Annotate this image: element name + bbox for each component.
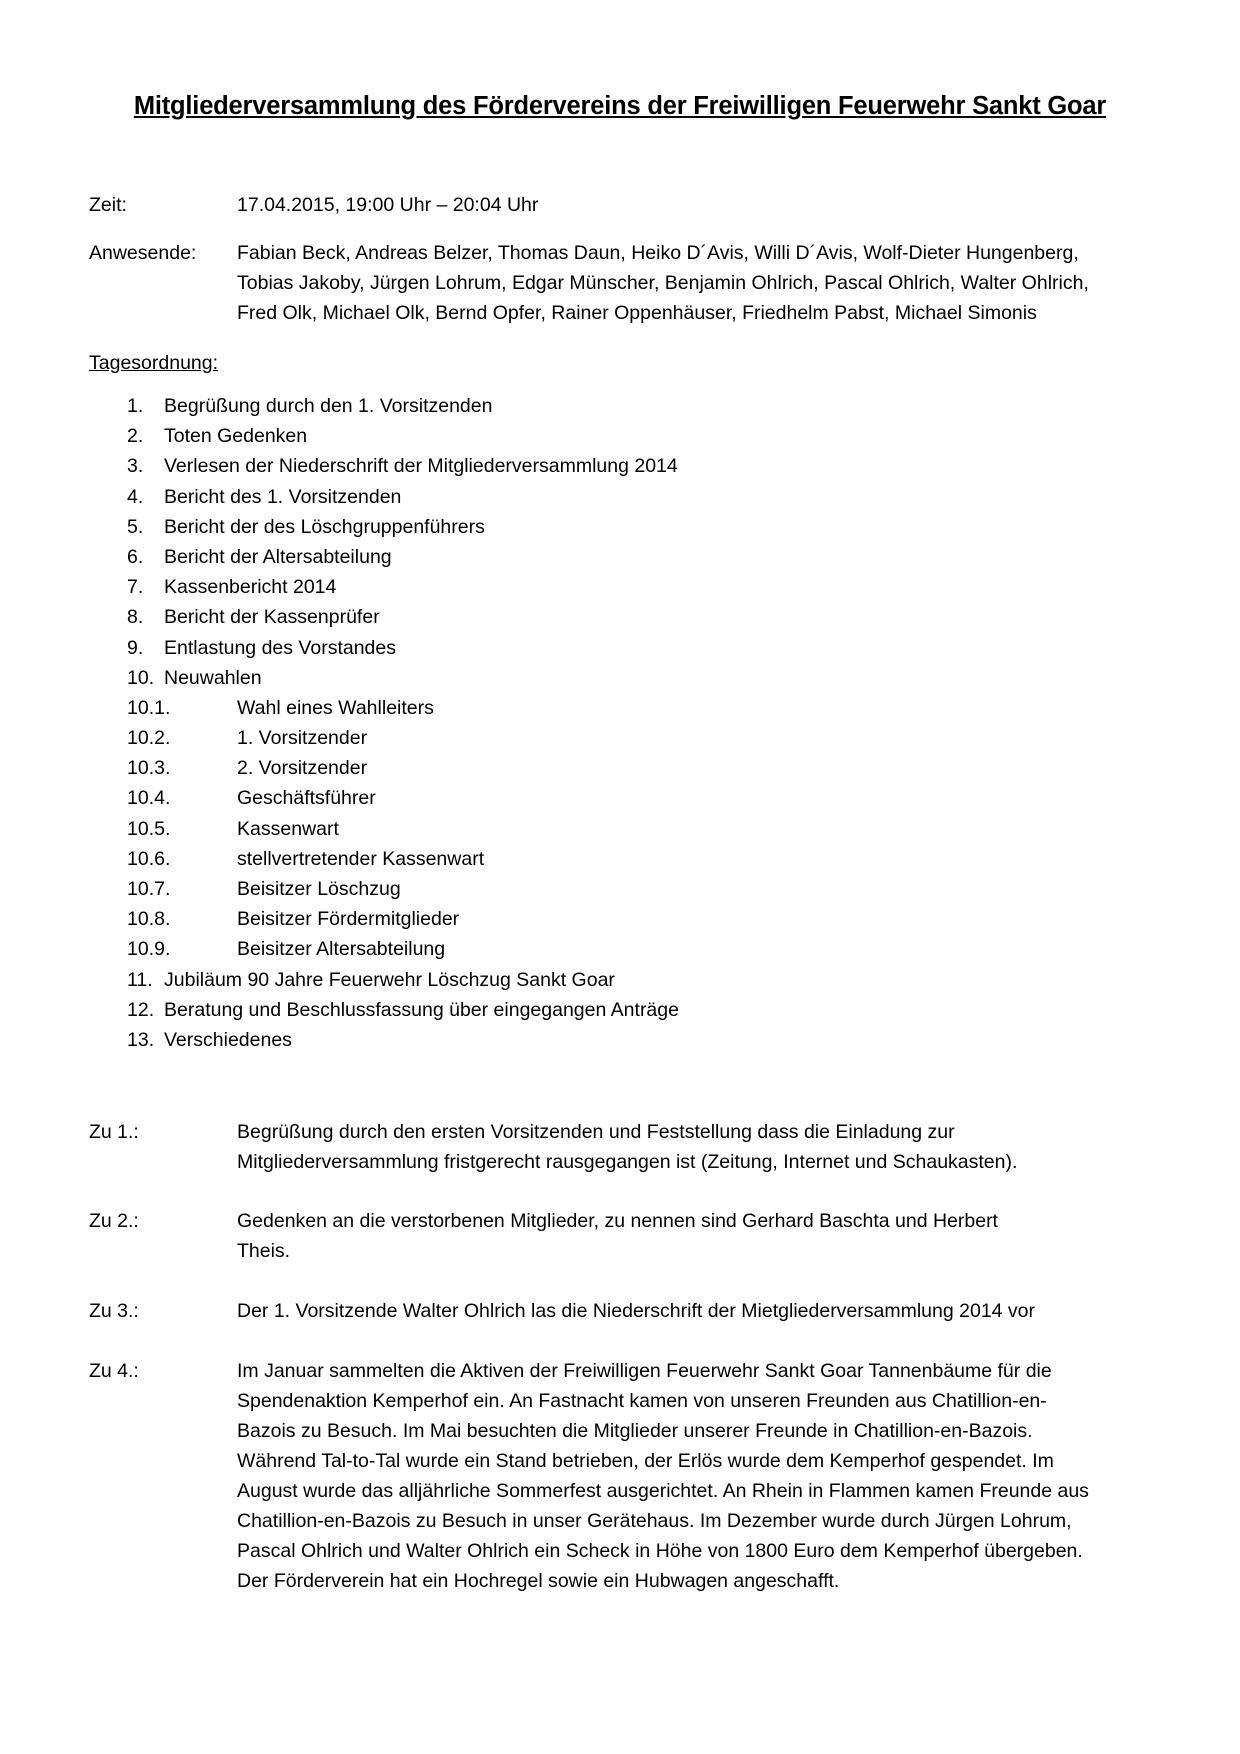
agenda-item-number: 5.	[127, 515, 144, 538]
agenda-item	[0, 995, 1240, 1025]
agenda-item	[0, 451, 1240, 481]
agenda-list	[0, 391, 1240, 1055]
agenda-item-text: 2. Vorsitzender	[237, 757, 368, 780]
agenda-item-number: 10.8.	[127, 908, 171, 931]
agenda-item-number: 2.	[127, 425, 144, 448]
minutes-label: Zu 3.:	[89, 1300, 139, 1322]
minutes-line: Der Förderverein hat ein Hochregel sowie ein Hubwagen angeschafft.	[237, 1570, 840, 1592]
agenda-item	[0, 1025, 1240, 1055]
agenda-item-text: Bericht der Altersabteilung	[164, 545, 392, 568]
agenda-subitem	[0, 693, 1240, 723]
minutes-line: Spendenaktion Kemperhof ein. An Fastnacht kamen von unseren Freunden aus Chatillion-en-	[237, 1390, 1047, 1412]
agenda-item-text: Verlesen der Niederschrift der Mitgliederversammlung 2014	[164, 455, 678, 478]
agenda-item	[0, 542, 1240, 572]
zeit-label: Zeit:	[89, 194, 127, 216]
minutes-text	[237, 1296, 1157, 1326]
agenda-subitem	[0, 753, 1240, 783]
agenda-item	[0, 391, 1240, 421]
agenda-item-number: 13.	[127, 1028, 155, 1051]
agenda-subitem	[0, 904, 1240, 934]
agenda-item-number: 4.	[127, 485, 144, 508]
anwesende-label: Anwesende:	[89, 242, 197, 264]
agenda-subitem	[0, 723, 1240, 753]
agenda-item-number: 10.9.	[127, 938, 171, 961]
document-title: Mitgliederversammlung des Fördervereins der Freiwilligen Feuerwehr Sankt Goar	[133, 92, 1107, 120]
agenda-item-text: stellvertretender Kassenwart	[237, 847, 485, 870]
agenda-item	[0, 512, 1240, 542]
agenda-item-number: 10.2.	[127, 727, 171, 750]
agenda-item-number: 3.	[127, 455, 144, 478]
anwesende-line: Fred Olk, Michael Olk, Bernd Opfer, Rainer Oppenhäuser, Friedhelm Pabst, Michael Simonis	[237, 302, 1037, 324]
agenda-heading: Tagesordnung:	[89, 352, 219, 374]
agenda-item-number: 9.	[127, 636, 144, 659]
anwesende-list	[237, 238, 1157, 328]
agenda-item	[0, 965, 1240, 995]
minutes-text	[237, 1117, 1157, 1177]
agenda-item-text: Bericht des 1. Vorsitzenden	[164, 485, 402, 508]
agenda-item-number: 11.	[127, 968, 153, 991]
agenda-item-text: Kassenwart	[237, 817, 339, 840]
agenda-item-text: Geschäftsführer	[237, 787, 376, 810]
agenda-item-number: 6.	[127, 545, 144, 568]
minutes-label: Zu 4.:	[89, 1360, 139, 1382]
agenda-item-number: 10.6.	[127, 847, 171, 870]
agenda-item-text: Beisitzer Altersabteilung	[237, 938, 446, 961]
agenda-item-text: Toten Gedenken	[164, 425, 308, 448]
minutes-text	[237, 1206, 1157, 1266]
agenda-item-text: Verschiedenes	[164, 1028, 292, 1051]
agenda-item	[0, 602, 1240, 632]
agenda-item-text: Beisitzer Löschzug	[237, 878, 401, 900]
agenda-item	[0, 482, 1240, 512]
minutes-line: Im Januar sammelten die Aktiven der Freiwilligen Feuerwehr Sankt Goar Tannenbäume für die	[237, 1360, 1052, 1382]
agenda-item-text: Bericht der Kassenprüfer	[164, 606, 380, 629]
agenda-item-number: 1.	[127, 395, 144, 417]
agenda-subitem	[0, 934, 1240, 964]
minutes-line: Pascal Ohlrich und Walter Ohlrich ein Scheck in Höhe von 1800 Euro dem Kemperhof übergeben.	[237, 1540, 1083, 1562]
agenda-item-text: Entlastung des Vorstandes	[164, 636, 396, 659]
agenda-item-text: Begrüßung durch den 1. Vorsitzenden	[164, 395, 493, 417]
agenda-item-number: 8.	[127, 606, 144, 629]
agenda-item-number: 10.	[127, 666, 155, 689]
minutes-line: August wurde das alljährliche Sommerfest ausgerichtet. An Rhein in Flammen kamen Freunde aus	[237, 1480, 1089, 1502]
agenda-item	[0, 421, 1240, 451]
agenda-item-number: 10.1.	[127, 696, 171, 719]
agenda-item-text: Kassenbericht 2014	[164, 576, 337, 599]
minutes-line: Chatillion-en-Bazois zu Besuch in unser Gerätehaus. Im Dezember wurde durch Jürgen Lohrum,	[237, 1510, 1072, 1532]
agenda-subitem	[0, 783, 1240, 813]
agenda-item-number: 10.5.	[127, 817, 171, 840]
agenda-subitem	[0, 874, 1240, 904]
minutes-label: Zu 2.:	[89, 1210, 139, 1232]
agenda-item-number: 10.7.	[127, 878, 171, 900]
agenda-item	[0, 633, 1240, 663]
minutes-line: Begrüßung durch den ersten Vorsitzenden und Feststellung dass die Einladung zur	[237, 1121, 955, 1143]
agenda-item-text: Wahl eines Wahlleiters	[237, 696, 434, 719]
agenda-item-text: Neuwahlen	[164, 666, 262, 689]
minutes-line: Während Tal-to-Tal wurde ein Stand betrieben, der Erlös wurde dem Kemperhof gespendet. Im	[237, 1450, 1054, 1472]
minutes-line: Mitgliederversammlung fristgerecht rausgegangen ist (Zeitung, Internet und Schaukasten).	[237, 1151, 1018, 1173]
agenda-subitem	[0, 814, 1240, 844]
anwesende-line: Tobias Jakoby, Jürgen Lohrum, Edgar Münscher, Benjamin Ohlrich, Pascal Ohlrich, Walter Ohlrich,	[237, 272, 1089, 294]
agenda-item-number: 7.	[127, 576, 144, 599]
minutes-text	[237, 1356, 1157, 1596]
minutes-line: Gedenken an die verstorbenen Mitglieder, zu nennen sind Gerhard Baschta und Herbert	[237, 1210, 998, 1232]
agenda-item	[0, 663, 1240, 693]
agenda-item-text: Beratung und Beschlussfassung über eingegangen Anträge	[164, 998, 679, 1021]
agenda-item-text: Beisitzer Fördermitglieder	[237, 908, 460, 931]
agenda-item-text: Jubiläum 90 Jahre Feuerwehr Löschzug Sankt Goar	[164, 968, 615, 991]
minutes-line: Der 1. Vorsitzende Walter Ohlrich las die Niederschrift der Mietgliederversammlung 2014 vor	[237, 1300, 1036, 1322]
agenda-item-number: 10.4.	[127, 787, 171, 810]
agenda-item-number: 10.3.	[127, 757, 171, 780]
minutes-line: Bazois zu Besuch. Im Mai besuchten die Mitglieder unserer Freunde in Chatillion-en-Bazois.	[237, 1420, 1033, 1442]
agenda-item	[0, 572, 1240, 602]
agenda-item-text: Bericht der des Löschgruppenführers	[164, 515, 485, 538]
agenda-item-number: 12.	[127, 998, 155, 1021]
anwesende-line: Fabian Beck, Andreas Belzer, Thomas Daun, Heiko D´Avis, Willi D´Avis, Wolf-Dieter Hungenberg,	[237, 242, 1079, 264]
minutes-line: Theis.	[237, 1240, 291, 1262]
minutes-label: Zu 1.:	[89, 1121, 139, 1143]
zeit-value: 17.04.2015, 19:00 Uhr – 20:04 Uhr	[237, 194, 539, 216]
agenda-subitem	[0, 844, 1240, 874]
agenda-item-text: 1. Vorsitzender	[237, 727, 368, 750]
